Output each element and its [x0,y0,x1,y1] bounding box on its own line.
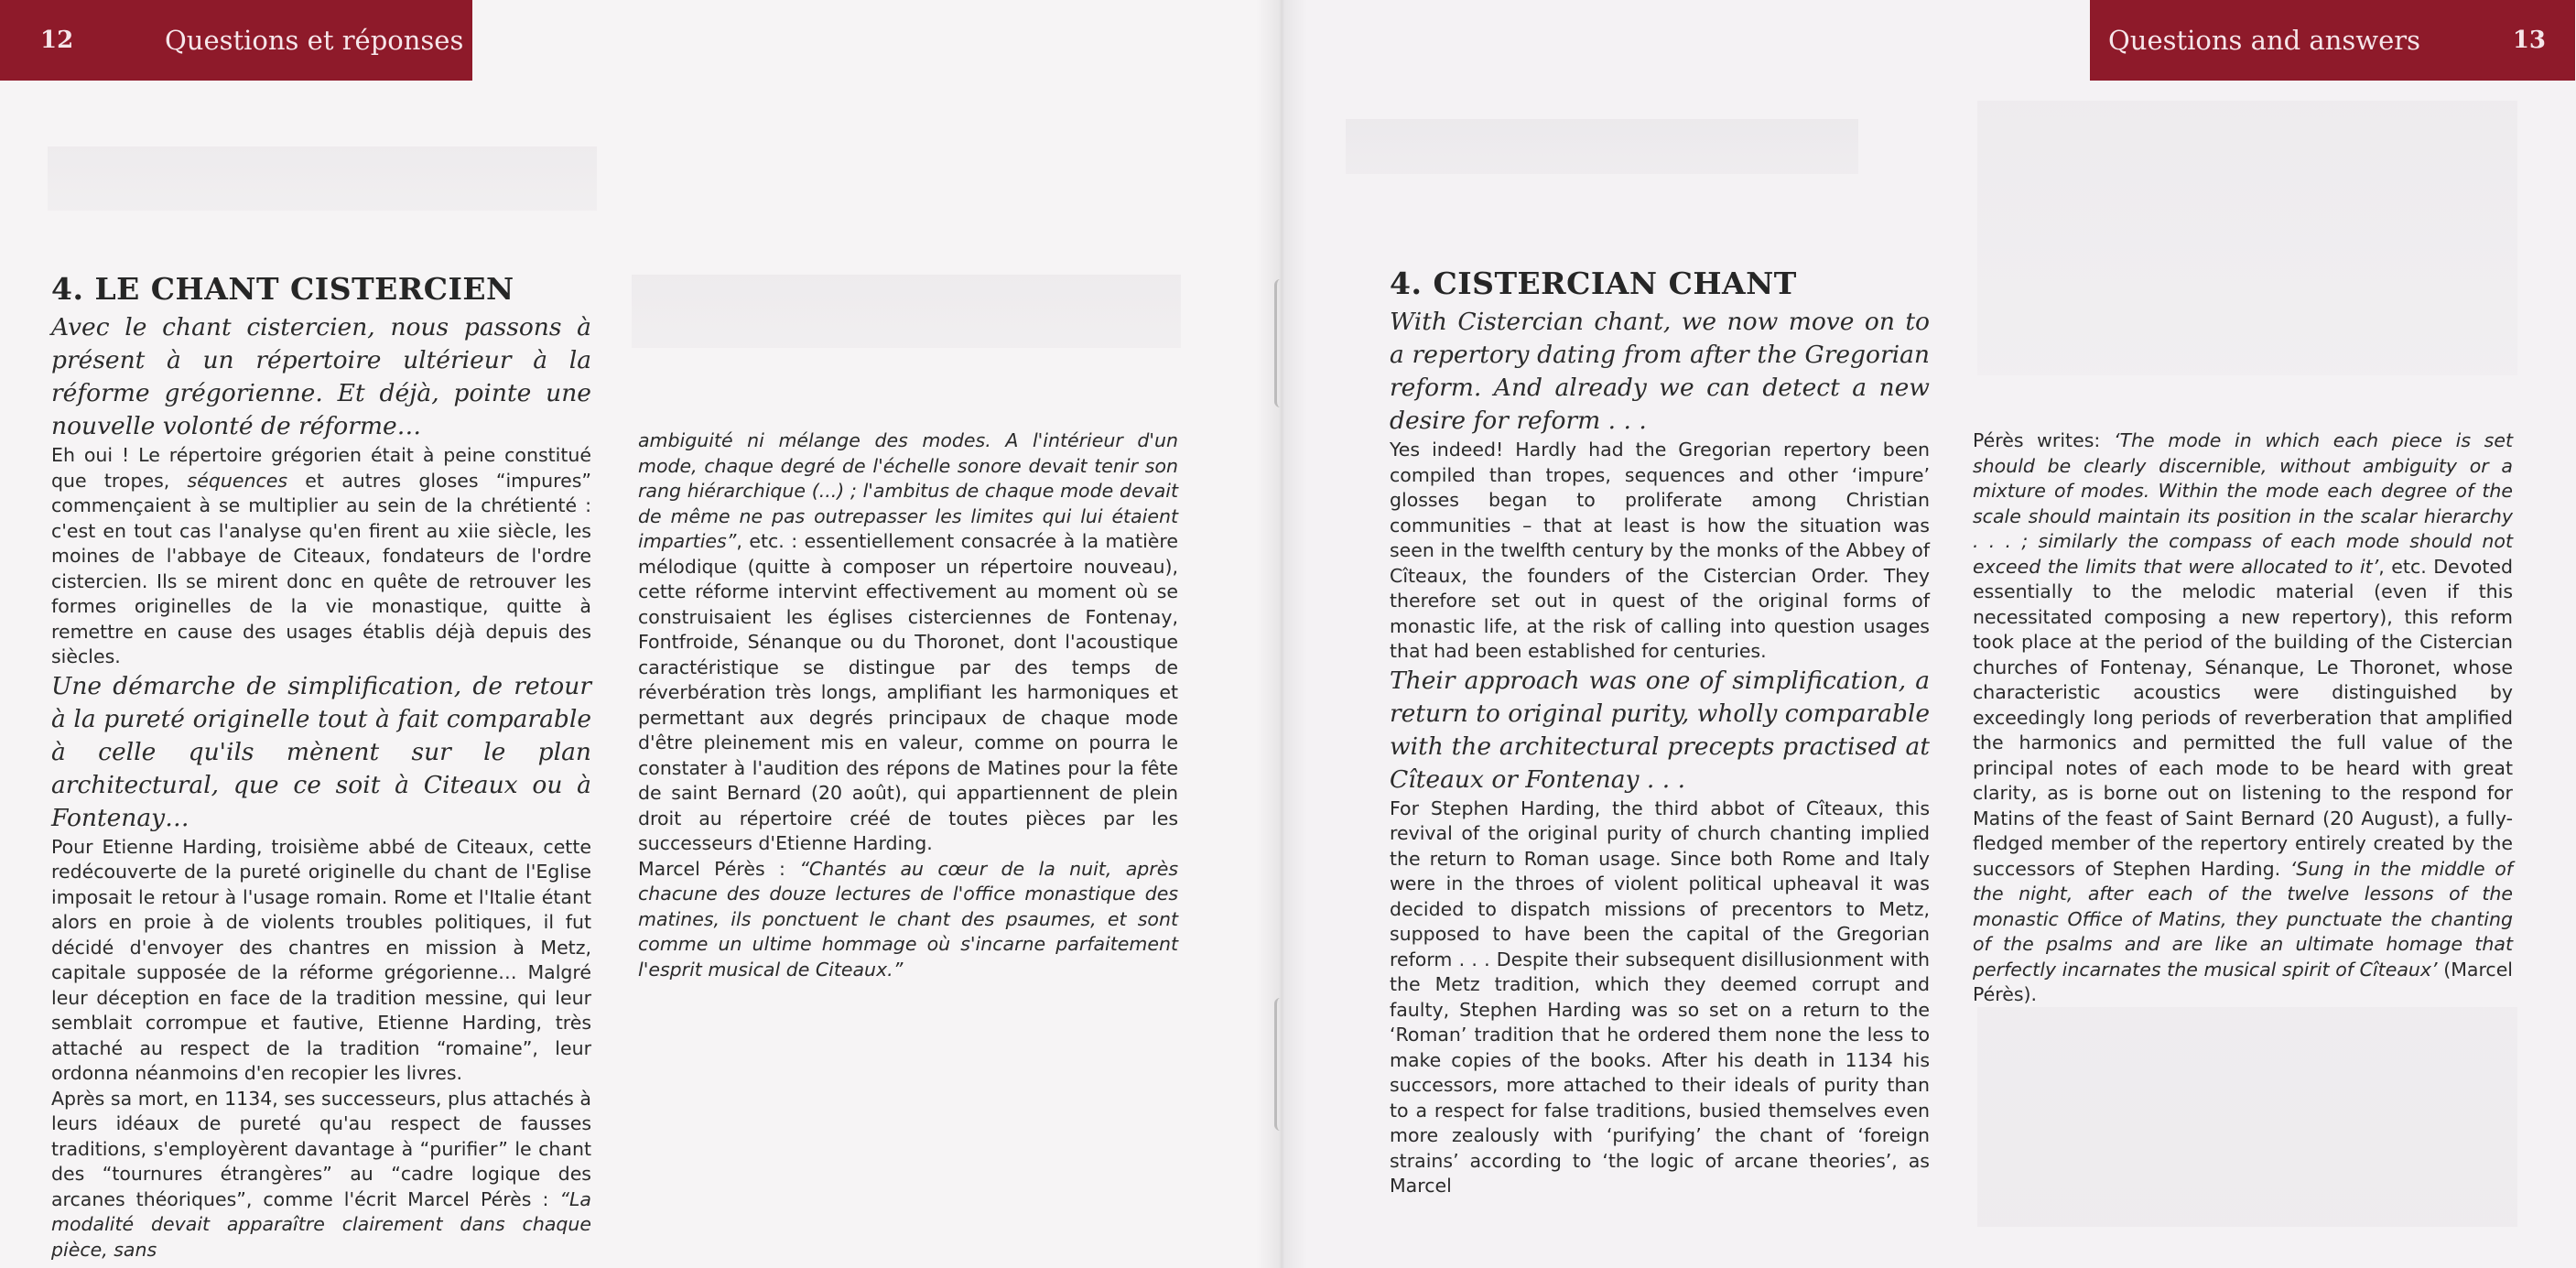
show-through-text [1977,1007,2517,1227]
left-column-1 [51,271,591,1263]
subheading: Their approach was one of simplification, a return to original purity, wholly comparable with the architectural precepts practised at Cîteaux or Fontenay . . . [1390,666,1931,794]
right-column-1 [1390,266,1930,1199]
show-through-text [1346,119,1858,174]
body-paragraph: Yes indeed! Hardly had the Gregorian repertory been compiled than tropes, sequences and other ‘impure’ glosses began to proliferate among Christian communities – that at least is how the situation was seen in the twelfth century by the monks of the Abbey of Cîteaux, the founders of the Cistercian Order. They therefore set out in quest of the original forms of monastic life, at the risk of calling into question usages that had been established for centuries. [1390,439,1930,662]
body-paragraph: Après sa mort, en 1134, ses successeurs, plus attachés à leurs idéaux de pureté qu'au respect de fausses traditions, s'employèrent davantage à “purifier” le chant des “tournures étrangères” au “cadre logique des arcanes théoriques”, comme l'écrit Marcel Pérès : “La modalité devait apparaître clairement dans chaque pièce, sans [51,1087,591,1261]
lead-paragraph: Avec le chant cistercien, nous passons à présent à un répertoire ultérieur à la réforme grégorienne. Et déjà, pointe une nouvelle volonté de réforme… [51,313,591,440]
body-paragraph: Pour Etienne Harding, troisième abbé de Citeaux, cette redécouverte de la pureté originelle du chant de l'Eglise imposait le retour à l'usage romain. Rome et l'Italie étant alors en proie à de violents troubles politiques, il fut décidé d'envoyer des chantres en mission à Metz, capitale supposée de la réforme grégorienne… Malgré leur déception en face de la tradition messine, qui leur semblait corrompue et fautive, Etienne Harding, très attaché au respect de la tradition “romaine”, leur ordonna néanmoins d'en recopier les livres. [51,835,591,1084]
body-paragraph: For Stephen Harding, the third abbot of Cîteaux, this revival of the original purity of church chanting implied the return to Roman usage. Since both Rome and Italy were in the throes of violent political upheaval it was decided to dispatch missions of precentors to Metz, supposed to have been the capital of the Gregorian reform . . . Despite their subsequent disillusionment with the Metz tradition, which they deemed corrupt and faulty, Stephen Harding was so set on a return to the ‘Roman’ tradition that he ordered them none the less to make copies of the books. After his death in 1134 his successors, more attached to their ideals of purity than to a respect for false traditions, busied themselves even more zealously with ‘purifying’ the chant of ‘foreign strains’ according to ‘the logic of arcane theories’, as Marcel [1390,797,1930,1197]
body-paragraph: Marcel Pérès : “Chantés au cœur de la nuit, après chacune des douze lectures de l'office monastique des matines, ils ponctuent le chant des psaumes, et sont comme un ultime hommage où s'incarne parfaitement l'esprit musical de Citeaux.” [638,857,1178,981]
right-page [1282,0,2576,1268]
show-through-text [1977,101,2517,375]
lead-paragraph: With Cistercian chant, we now move on to a repertory dating from after the Gregorian reform. And already we can detect a new desire for reform . . . [1390,308,1930,435]
show-through-text [632,275,1181,348]
right-header-title: Questions and answers [2108,25,2420,56]
right-header-bar [2090,0,2575,81]
left-column-2 [638,428,1178,982]
left-header-title: Questions et réponses [165,25,464,56]
show-through-text [48,146,597,211]
staple [1274,279,1286,407]
staple [1274,998,1286,1131]
body-paragraph: ambiguité ni mélange des modes. A l'intérieur d'un mode, chaque degré de l'échelle sonore devait tenir son rang hiérarchique (...) ; l'ambitus de chaque mode devait de même ne pas outrepasser les limites qui lui étaient imparties”, etc. : essentiellement consacrée à la matière mélodique (quitte à composer un répertoire nouveau), cette réforme intervint effectivement au moment où se construisaient les églises cisterciennes de Fontenay, Fontfroide, Sénanque ou du Thoronet, dont l'acoustique caractéristique se distingue par des temps de réverbération très longs, amplifiant les harmoniques et permettant aux degrés principaux de chaque mode d'être pleinement mis en valeur, comme on pourra le constater à l'audition des répons de Matines pour la fête de saint Bernard (20 août), qui appartiennent de plein droit au répertoire créé de toutes pièces par les successeurs d'Etienne Harding. [638,429,1178,854]
left-page [0,0,1282,1268]
left-page-number: 12 [40,27,74,54]
right-column-2 [1973,428,2513,1008]
body-paragraph: Eh oui ! Le répertoire grégorien était à peine constitué que tropes, séquences et autres gloses “impures” commençaient à se multiplier au sein de la chrétienté : c'est en tout cas l'analyse qu'en firent au xiie siècle, les moines de l'abbaye de Citeaux, fondateurs de l'ordre cistercien. Ils se mirent donc en quête de retrouver les formes originelles de la vie monastique, quitte à remettre en cause des usages établis déjà depuis des siècles. [51,444,592,667]
left-header-bar [0,0,472,81]
body-paragraph: Pérès writes: ‘The mode in which each piece is set should be clearly discernible, without ambiguity or a mixture of modes. Within the mode each degree of the scale should maintain its position in the scalar hierarchy . . . ; similarly the compass of each mode should not exceed the limits that were allocated to it’, etc. Devoted essentially to the melodic material (even if this necessitated composing a new repertory), this reform took place at the period of the building of the Cistercian churches of Fontenay, Sénanque, Le Thoronet, whose characteristic acoustics were distinguished by exceedingly long periods of reverberation that amplified the harmonics and permitted the full value of the principal notes of each mode to be heard with great clarity, as is borne out on listening to the respond for Matins of the feast of Saint Bernard (20 August), a fully-fledged member of the repertory entirely created by the successors of Stephen Harding. ‘Sung in the middle of the night, after each of the twelve lessons of the monastic Office of Matins, they punctuate the chanting of the psalms and are like an ultimate homage that perfectly incarnates the musical spirit of Cîteaux’ (Marcel Pérès). [1973,429,2513,1005]
subheading: Une démarche de simplification, de retour à la pureté originelle tout à fait comparable à celle qu'ils mènent sur le plan architectural, que ce soit à Citeaux ou à Fontenay… [51,671,591,832]
section-heading: 4. CISTERCIAN CHANT [1390,266,1797,301]
section-heading: 4. LE CHANT CISTERCIEN [51,271,514,307]
right-page-number: 13 [2512,27,2546,54]
